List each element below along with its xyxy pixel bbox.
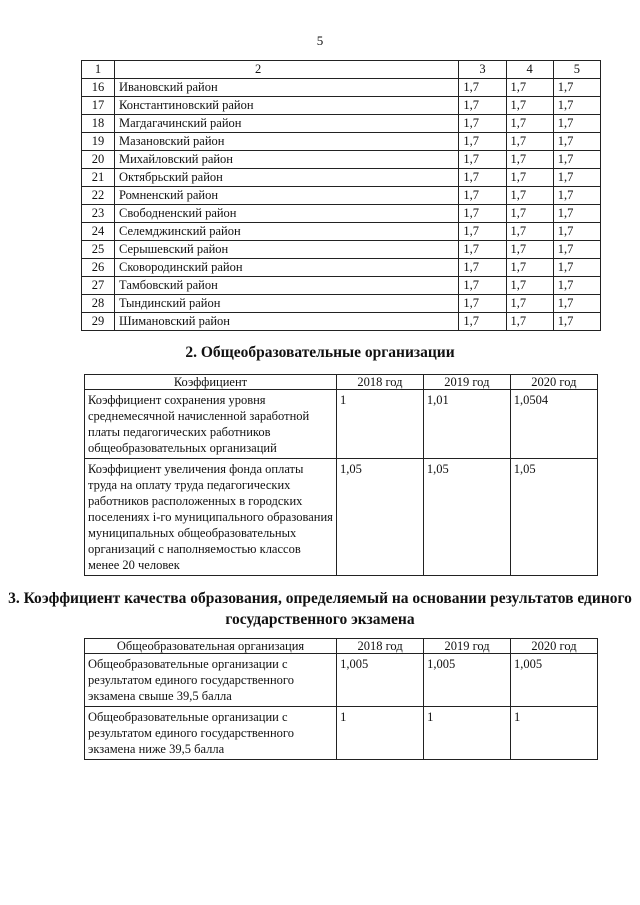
table-row <box>82 169 601 187</box>
value-col-4: 1,7 <box>506 133 553 151</box>
value-col-3: 1,7 <box>459 259 506 277</box>
col-header-3: 3 <box>459 61 506 79</box>
table-row <box>82 133 601 151</box>
value-col-4: 1,7 <box>506 277 553 295</box>
value-col-4: 1,7 <box>506 151 553 169</box>
table-row <box>85 459 598 576</box>
row-number: 18 <box>82 115 115 133</box>
row-number: 29 <box>82 313 115 331</box>
district-name: Мазановский район <box>115 133 459 151</box>
value-2020: 1 <box>511 707 598 760</box>
value-col-4: 1,7 <box>506 313 553 331</box>
section-3-title: 3. Коэффициент качества образования, определяемый на основании результатов единого государственного экзамена <box>8 590 632 628</box>
value-col-3: 1,7 <box>459 151 506 169</box>
district-name: Тамбовский район <box>115 277 459 295</box>
value-2018: 1 <box>337 707 424 760</box>
col-header-2020: 2020 год <box>510 375 597 390</box>
col-header-2: 2 <box>115 61 459 79</box>
row-number: 17 <box>82 97 115 115</box>
table-row <box>82 241 601 259</box>
table-row <box>82 259 601 277</box>
table-row <box>82 205 601 223</box>
section-2-title: 2. Общеобразовательные организации <box>185 344 455 361</box>
value-2019: 1 <box>424 707 511 760</box>
value-col-3: 1,7 <box>459 295 506 313</box>
district-name: Сковородинский район <box>115 259 459 277</box>
value-col-5: 1,7 <box>553 169 600 187</box>
value-col-4: 1,7 <box>506 187 553 205</box>
row-number: 21 <box>82 169 115 187</box>
district-name: Магдагачинский район <box>115 115 459 133</box>
value-col-3: 1,7 <box>459 133 506 151</box>
row-number: 27 <box>82 277 115 295</box>
value-col-5: 1,7 <box>553 187 600 205</box>
value-2020: 1,05 <box>510 459 597 576</box>
row-number: 22 <box>82 187 115 205</box>
col-header-5: 5 <box>553 61 600 79</box>
coefficient-table <box>84 374 598 576</box>
row-number: 19 <box>82 133 115 151</box>
row-number: 16 <box>82 79 115 97</box>
table-row <box>82 115 601 133</box>
district-name: Михайловский район <box>115 151 459 169</box>
value-col-3: 1,7 <box>459 97 506 115</box>
value-col-4: 1,7 <box>506 259 553 277</box>
row-number: 25 <box>82 241 115 259</box>
table-header-row <box>85 639 598 654</box>
district-name: Ромненский район <box>115 187 459 205</box>
district-name: Ивановский район <box>115 79 459 97</box>
district-name: Октябрьский район <box>115 169 459 187</box>
value-col-3: 1,7 <box>459 169 506 187</box>
value-col-5: 1,7 <box>553 295 600 313</box>
value-col-5: 1,7 <box>553 97 600 115</box>
district-name: Селемджинский район <box>115 223 459 241</box>
page-number: 5 <box>316 33 324 48</box>
value-col-3: 1,7 <box>459 187 506 205</box>
districts-table-body <box>82 79 601 331</box>
table-header-row <box>82 61 601 79</box>
value-col-5: 1,7 <box>553 115 600 133</box>
value-col-5: 1,7 <box>553 223 600 241</box>
value-col-3: 1,7 <box>459 223 506 241</box>
col-header-2018: 2018 год <box>337 639 424 654</box>
value-2018: 1,05 <box>336 459 423 576</box>
value-col-5: 1,7 <box>553 241 600 259</box>
value-2019: 1,005 <box>424 654 511 707</box>
table-row <box>82 313 601 331</box>
row-number: 20 <box>82 151 115 169</box>
value-col-3: 1,7 <box>459 205 506 223</box>
row-label: Общеобразовательные организации с результатом единого государственного экзамена ниже 39,5 балла <box>85 707 337 760</box>
value-col-3: 1,7 <box>459 313 506 331</box>
table-header-row <box>85 375 598 390</box>
value-col-5: 1,7 <box>553 205 600 223</box>
col-header-organization: Общеобразовательная организация <box>85 639 337 654</box>
district-name: Серышевский район <box>115 241 459 259</box>
row-number: 26 <box>82 259 115 277</box>
col-header-2020: 2020 год <box>511 639 598 654</box>
row-number: 23 <box>82 205 115 223</box>
row-label: Коэффициент увеличения фонда оплаты труда на оплату труда педагогических работников расположенных в городских поселениях i-го муниципального образования муниципальных общеобразовательных организаций с наполняемостью классов менее 20 человек <box>85 459 337 576</box>
table-row <box>85 654 598 707</box>
table-row <box>82 295 601 313</box>
districts-table <box>81 60 601 331</box>
value-col-3: 1,7 <box>459 241 506 259</box>
value-col-5: 1,7 <box>553 133 600 151</box>
col-header-coefficient: Коэффициент <box>85 375 337 390</box>
value-col-4: 1,7 <box>506 241 553 259</box>
row-label: Общеобразовательные организации с результатом единого государственного экзамена свыше 39,5 балла <box>85 654 337 707</box>
row-label: Коэффициент сохранения уровня среднемесячной начисленной заработной платы педагогических работников общеобразовательных организаций <box>85 390 337 459</box>
value-2019: 1,01 <box>423 390 510 459</box>
value-col-4: 1,7 <box>506 295 553 313</box>
value-col-4: 1,7 <box>506 223 553 241</box>
table-row <box>85 707 598 760</box>
col-header-2019: 2019 год <box>423 375 510 390</box>
col-header-2018: 2018 год <box>336 375 423 390</box>
value-2019: 1,05 <box>423 459 510 576</box>
education-quality-table <box>84 638 598 760</box>
value-col-3: 1,7 <box>459 115 506 133</box>
value-2020: 1,0504 <box>510 390 597 459</box>
value-col-3: 1,7 <box>459 79 506 97</box>
table-row <box>82 79 601 97</box>
value-col-5: 1,7 <box>553 313 600 331</box>
col-header-4: 4 <box>506 61 553 79</box>
table-row <box>82 223 601 241</box>
table-row <box>82 97 601 115</box>
col-header-1: 1 <box>82 61 115 79</box>
value-col-4: 1,7 <box>506 97 553 115</box>
table-row <box>85 390 598 459</box>
col-header-2019: 2019 год <box>424 639 511 654</box>
value-col-3: 1,7 <box>459 277 506 295</box>
value-col-5: 1,7 <box>553 277 600 295</box>
district-name: Шимановский район <box>115 313 459 331</box>
table-row <box>82 187 601 205</box>
value-2018: 1,005 <box>337 654 424 707</box>
value-col-5: 1,7 <box>553 151 600 169</box>
district-name: Тындинский район <box>115 295 459 313</box>
row-number: 28 <box>82 295 115 313</box>
value-col-4: 1,7 <box>506 79 553 97</box>
value-col-4: 1,7 <box>506 205 553 223</box>
value-2018: 1 <box>336 390 423 459</box>
value-2020: 1,005 <box>511 654 598 707</box>
value-col-4: 1,7 <box>506 169 553 187</box>
value-col-5: 1,7 <box>553 79 600 97</box>
district-name: Свободненский район <box>115 205 459 223</box>
value-col-5: 1,7 <box>553 259 600 277</box>
row-number: 24 <box>82 223 115 241</box>
value-col-4: 1,7 <box>506 115 553 133</box>
table-row <box>82 151 601 169</box>
district-name: Константиновский район <box>115 97 459 115</box>
table-row <box>82 277 601 295</box>
